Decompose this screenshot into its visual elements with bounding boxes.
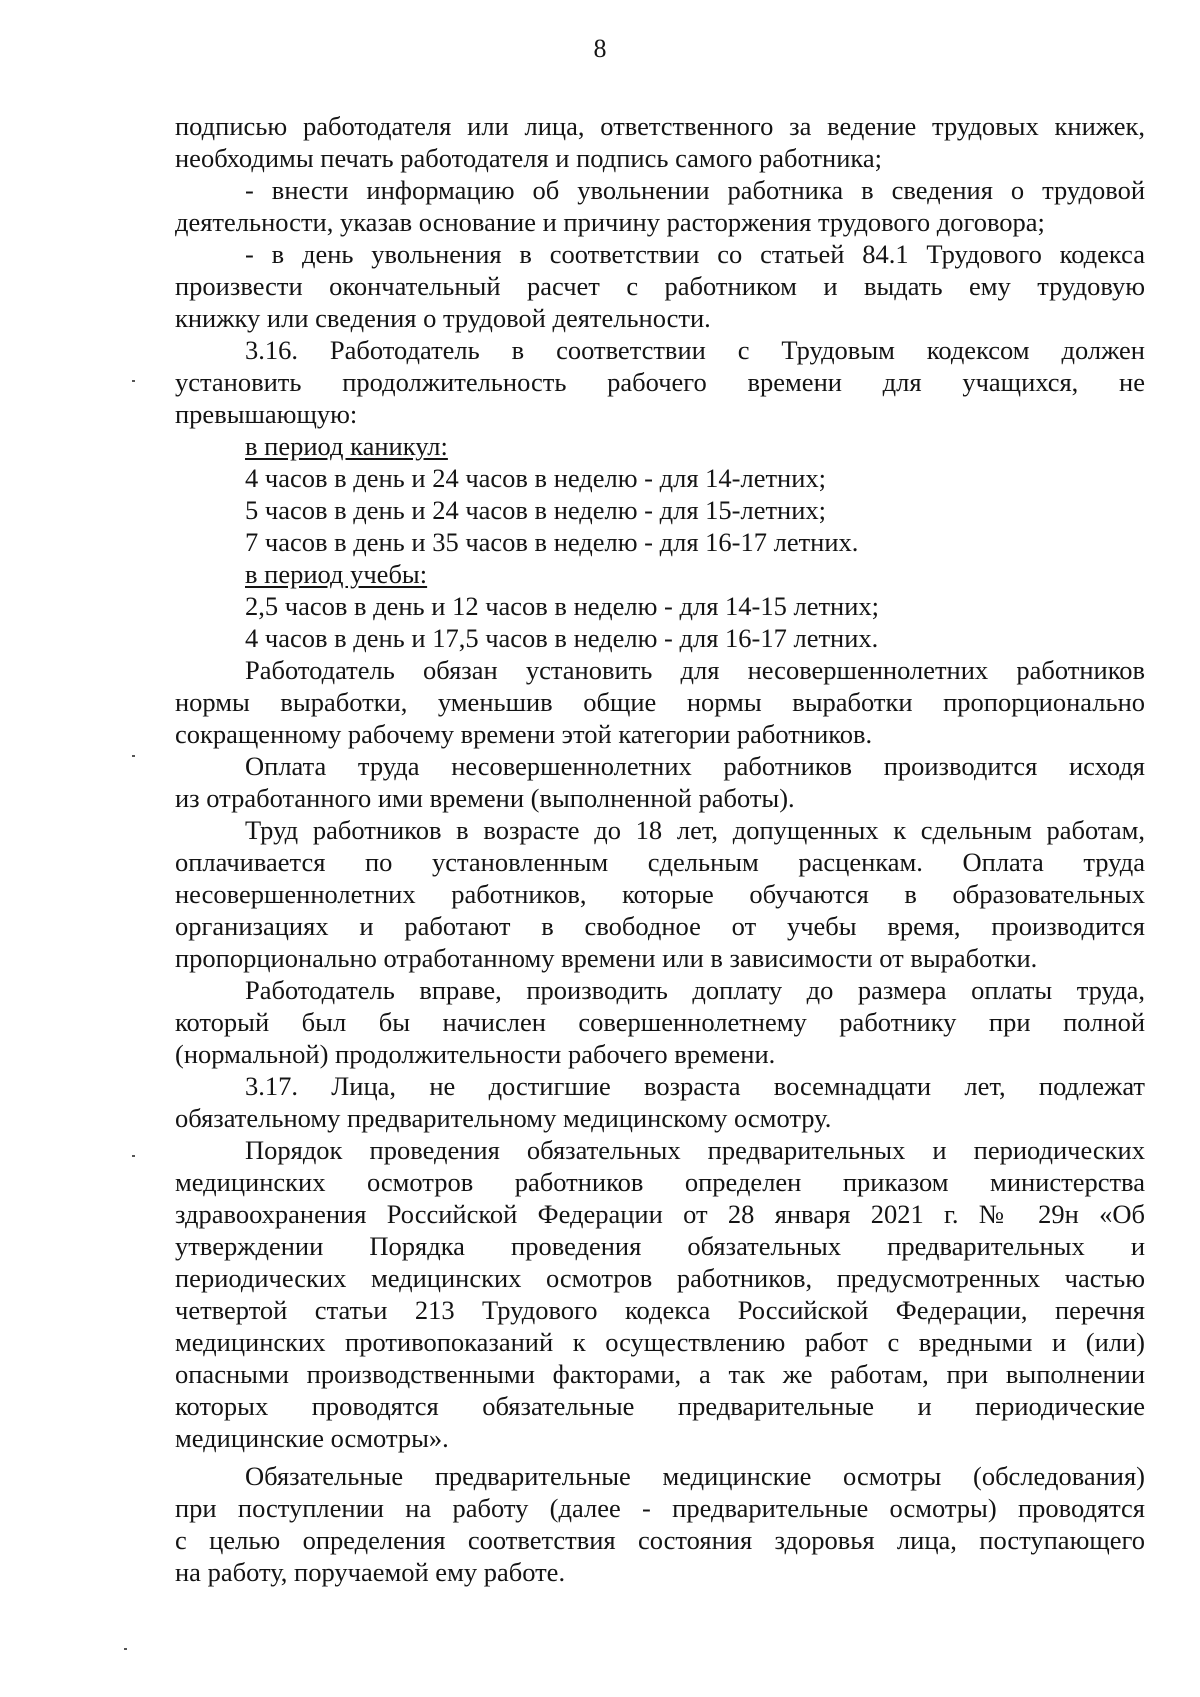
- text-line: установить продолжительность рабочего времени для учащихся, не: [175, 367, 1145, 397]
- text-line: 3.17. Лица, не достигшие возраста восемнадцати лет, подлежат: [245, 1071, 1145, 1101]
- text-line: произвести окончательный расчет с работником и выдать ему трудовую: [175, 271, 1145, 301]
- text-line: Работодатель обязан установить для несовершеннолетних работников: [245, 655, 1145, 685]
- page-number: 8: [593, 34, 607, 63]
- text-line: сокращенному рабочему времени этой категории работников.: [175, 719, 873, 749]
- text-line: медицинские осмотры».: [175, 1423, 449, 1453]
- text-line: на работу, поручаемой ему работе.: [175, 1557, 566, 1587]
- text-line: утверждении Порядка проведения обязательных предварительных и: [175, 1231, 1145, 1261]
- text-line: нормы выработки, уменьшив общие нормы выработки пропорционально: [175, 687, 1145, 717]
- text-line: который был бы начислен совершеннолетнему работнику при полной: [175, 1007, 1145, 1037]
- text-line: 4 часов в день и 24 часов в неделю - для 14-летних;: [245, 463, 827, 493]
- scan-speck: [132, 755, 135, 757]
- text-line: периодических медицинских осмотров работников, предусмотренных частью: [175, 1263, 1145, 1293]
- text-line: здравоохранения Российской Федерации от 28 января 2021 г. № 29н «Об: [175, 1199, 1145, 1229]
- text-line: Работодатель вправе, производить доплату до размера оплаты труда,: [245, 975, 1145, 1005]
- text-line: обязательному предварительному медицинскому осмотру.: [175, 1103, 832, 1133]
- text-line: медицинских осмотров работников определен приказом министерства: [175, 1167, 1145, 1197]
- text-line: - в день увольнения в соответствии со статьей 84.1 Трудового кодекса: [245, 239, 1145, 269]
- text-line: оплачивается по установленным сдельным расценкам. Оплата труда: [175, 847, 1145, 877]
- text-line: Труд работников в возрасте до 18 лет, допущенных к сдельным работам,: [245, 815, 1145, 845]
- text-line: при поступлении на работу (далее - предварительные осмотры) проводятся: [175, 1493, 1145, 1523]
- text-line: - внести информацию об увольнении работника в сведения о трудовой: [245, 175, 1145, 205]
- section-heading: в период учебы:: [245, 559, 428, 589]
- text-line: с целью определения соответствия состояния здоровья лица, поступающего: [175, 1525, 1145, 1555]
- text-line: несовершеннолетних работников, которые обучаются в образовательных: [175, 879, 1145, 909]
- text-line: 7 часов в день и 35 часов в неделю - для 16-17 летних.: [245, 527, 859, 557]
- scan-speck: [132, 380, 135, 382]
- text-line: медицинских противопоказаний к осуществлению работ с вредными и (или): [175, 1327, 1145, 1357]
- text-line: из отработанного ими времени (выполненной работы).: [175, 783, 795, 813]
- text-line: 2,5 часов в день и 12 часов в неделю - для 14-15 летних;: [245, 591, 880, 621]
- section-heading: в период каникул:: [245, 431, 448, 461]
- text-line: Обязательные предварительные медицинские осмотры (обследования): [245, 1461, 1145, 1491]
- text-line: подписью работодателя или лица, ответственного за ведение трудовых книжек,: [175, 111, 1145, 141]
- text-line: 4 часов в день и 17,5 часов в неделю - для 16-17 летних.: [245, 623, 879, 653]
- text-line: Порядок проведения обязательных предварительных и периодических: [245, 1135, 1145, 1165]
- text-line: необходимы печать работодателя и подпись самого работника;: [175, 143, 882, 173]
- document-body: [175, 110, 1145, 1588]
- scan-speck: [124, 1648, 127, 1650]
- text-line: которых проводятся обязательные предварительные и периодические: [175, 1391, 1145, 1421]
- text-line: организациях и работают в свободное от учебы время, производится: [175, 911, 1145, 941]
- text-line: превышающую:: [175, 399, 358, 429]
- text-line: деятельности, указав основание и причину расторжения трудового договора;: [175, 207, 1045, 237]
- scan-speck: [132, 1155, 135, 1157]
- text-line: (нормальной) продолжительности рабочего времени.: [175, 1039, 776, 1069]
- text-line: Оплата труда несовершеннолетних работников производится исходя: [245, 751, 1145, 781]
- text-line: 5 часов в день и 24 часов в неделю - для 15-летних;: [245, 495, 827, 525]
- text-line: опасными производственными факторами, а так же работам, при выполнении: [175, 1359, 1145, 1389]
- text-line: книжку или сведения о трудовой деятельности.: [175, 303, 711, 333]
- text-line: 3.16. Работодатель в соответствии с Трудовым кодексом должен: [245, 335, 1145, 365]
- text-line: пропорционально отработанному времени или в зависимости от выработки.: [175, 943, 1038, 973]
- text-line: четвертой статьи 213 Трудового кодекса Российской Федерации, перечня: [175, 1295, 1145, 1325]
